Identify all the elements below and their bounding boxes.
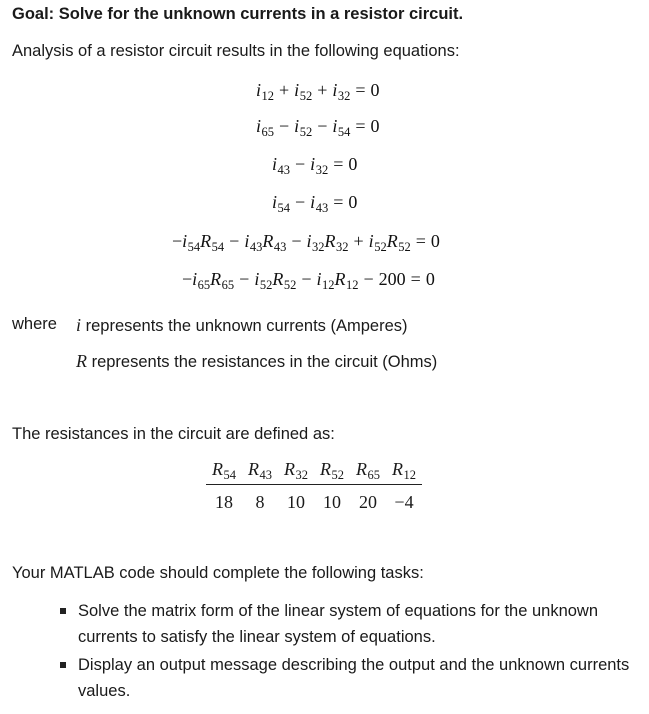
operator: − [172, 231, 183, 251]
operator: − [301, 269, 312, 289]
resistance-header-cell [242, 457, 278, 485]
current-description: represents the unknown currents (Amperes) [81, 317, 408, 335]
constant: 0 [348, 154, 358, 174]
current-symbol: i [254, 269, 260, 289]
resistance-table-header [206, 457, 422, 485]
resistance-symbol: R [210, 269, 222, 289]
current-symbol: i [256, 116, 262, 136]
resistance-symbol: R [76, 351, 87, 371]
resistance-symbol: R [324, 231, 336, 251]
resistance-value-cell: 8 [255, 492, 265, 512]
resistance-symbol: R [356, 459, 367, 479]
where-current-definition [76, 315, 408, 336]
current-symbol: i [332, 80, 338, 100]
subscript: 54 [277, 201, 291, 215]
subscript: 54 [223, 468, 236, 482]
subscript: 54 [187, 240, 201, 254]
operator: − [295, 154, 306, 174]
subscript: 12 [322, 278, 335, 292]
equation-2 [256, 116, 380, 139]
task-list [60, 598, 635, 706]
subscript: 32 [337, 89, 351, 103]
task-text: Display an output message describing the output and the unknown currents values. [78, 656, 630, 700]
current-symbol: i [256, 80, 262, 100]
current-symbol: i [192, 269, 198, 289]
subscript: 12 [346, 278, 359, 292]
square-bullet-icon [60, 608, 66, 614]
subscript: 54 [211, 240, 225, 254]
constant: 0 [370, 80, 380, 100]
resistance-description: represents the resistances in the circuit (Ohms) [87, 353, 438, 371]
resistance-symbol: R [272, 269, 284, 289]
resistances-intro: The resistances in the circuit are defined as: [12, 425, 335, 443]
current-symbol: i [316, 269, 322, 289]
subscript: 54 [337, 125, 351, 139]
current-symbol: i [182, 231, 188, 251]
constant: 0 [425, 269, 435, 289]
equation-3 [272, 154, 358, 177]
current-symbol: i [244, 231, 250, 251]
resistance-table [206, 457, 422, 517]
subscript: 32 [295, 468, 308, 482]
goal-heading: Goal: Solve for the unknown currents in a resistor circuit. [12, 5, 464, 23]
subscript: 43 [277, 163, 291, 177]
current-symbol: i [76, 315, 82, 335]
constant: 0 [348, 192, 358, 212]
subscript: 43 [315, 201, 329, 215]
constant: 0 [370, 116, 380, 136]
current-symbol: i [310, 154, 316, 174]
task-item [60, 652, 635, 704]
subscript: 65 [367, 468, 380, 482]
constant: 0 [430, 231, 440, 251]
resistance-header-cell [206, 457, 242, 485]
current-symbol: i [272, 154, 278, 174]
resistance-value-cell: −4 [394, 492, 414, 512]
subscript: 52 [299, 125, 313, 139]
current-symbol: i [306, 231, 312, 251]
operator: + [353, 231, 364, 251]
resistance-symbol: R [284, 459, 295, 479]
resistance-table-values [206, 485, 422, 518]
operator: − [363, 269, 374, 289]
intro-text: Analysis of a resistor circuit results in the following equations: [12, 42, 460, 60]
resistance-value-cell: 18 [215, 492, 233, 512]
resistance-header-cell [386, 457, 422, 485]
constant: 200 [378, 269, 406, 289]
operator: − [317, 116, 328, 136]
subscript: 12 [261, 89, 275, 103]
square-bullet-icon [60, 662, 66, 668]
equation-6 [182, 269, 435, 292]
equation-1 [256, 80, 380, 103]
operator: − [239, 269, 250, 289]
operator: = [355, 116, 366, 136]
operator: − [229, 231, 240, 251]
current-symbol: i [368, 231, 374, 251]
resistance-symbol: R [212, 459, 223, 479]
operator: = [333, 192, 344, 212]
operator: = [410, 269, 421, 289]
resistance-header-cell [350, 457, 386, 485]
operator: − [279, 116, 290, 136]
resistance-symbol: R [248, 459, 259, 479]
where-label: where [12, 315, 57, 333]
where-resistance-definition [76, 351, 437, 372]
resistance-value-cell: 10 [323, 492, 341, 512]
resistance-header-cell [314, 457, 350, 485]
resistance-symbol: R [386, 231, 398, 251]
subscript: 43 [249, 240, 263, 254]
subscript: 52 [374, 240, 387, 254]
task-item [60, 598, 635, 650]
operator: − [295, 192, 306, 212]
subscript: 32 [312, 240, 325, 254]
equation-4 [272, 192, 358, 215]
subscript: 65 [221, 278, 235, 292]
resistance-symbol: R [200, 231, 212, 251]
operator: + [317, 80, 328, 100]
current-symbol: i [272, 192, 278, 212]
tasks-intro: Your MATLAB code should complete the following tasks: [12, 564, 424, 582]
operator: − [182, 269, 193, 289]
subscript: 43 [259, 468, 272, 482]
resistance-value-cell: 20 [359, 492, 377, 512]
subscript: 43 [273, 240, 287, 254]
resistance-value-cell: 10 [287, 492, 305, 512]
subscript: 12 [403, 468, 416, 482]
operator: = [415, 231, 426, 251]
subscript: 52 [283, 278, 297, 292]
resistance-symbol: R [334, 269, 346, 289]
subscript: 52 [398, 240, 411, 254]
subscript: 52 [299, 89, 313, 103]
current-symbol: i [294, 80, 300, 100]
operator: + [279, 80, 290, 100]
resistance-header-cell [278, 457, 314, 485]
subscript: 52 [259, 278, 273, 292]
task-text: Solve the matrix form of the linear system of equations for the unknown currents to satisfy the linear system of equations. [78, 602, 599, 646]
resistance-symbol: R [262, 231, 274, 251]
current-symbol: i [332, 116, 338, 136]
current-symbol: i [294, 116, 300, 136]
operator: = [333, 154, 344, 174]
subscript: 65 [197, 278, 211, 292]
subscript: 32 [336, 240, 349, 254]
resistance-symbol: R [392, 459, 403, 479]
operator: = [355, 80, 366, 100]
current-symbol: i [310, 192, 316, 212]
operator: − [291, 231, 302, 251]
equation-5 [172, 231, 440, 254]
subscript: 52 [331, 468, 344, 482]
subscript: 32 [315, 163, 329, 177]
subscript: 65 [261, 125, 275, 139]
resistance-symbol: R [320, 459, 331, 479]
